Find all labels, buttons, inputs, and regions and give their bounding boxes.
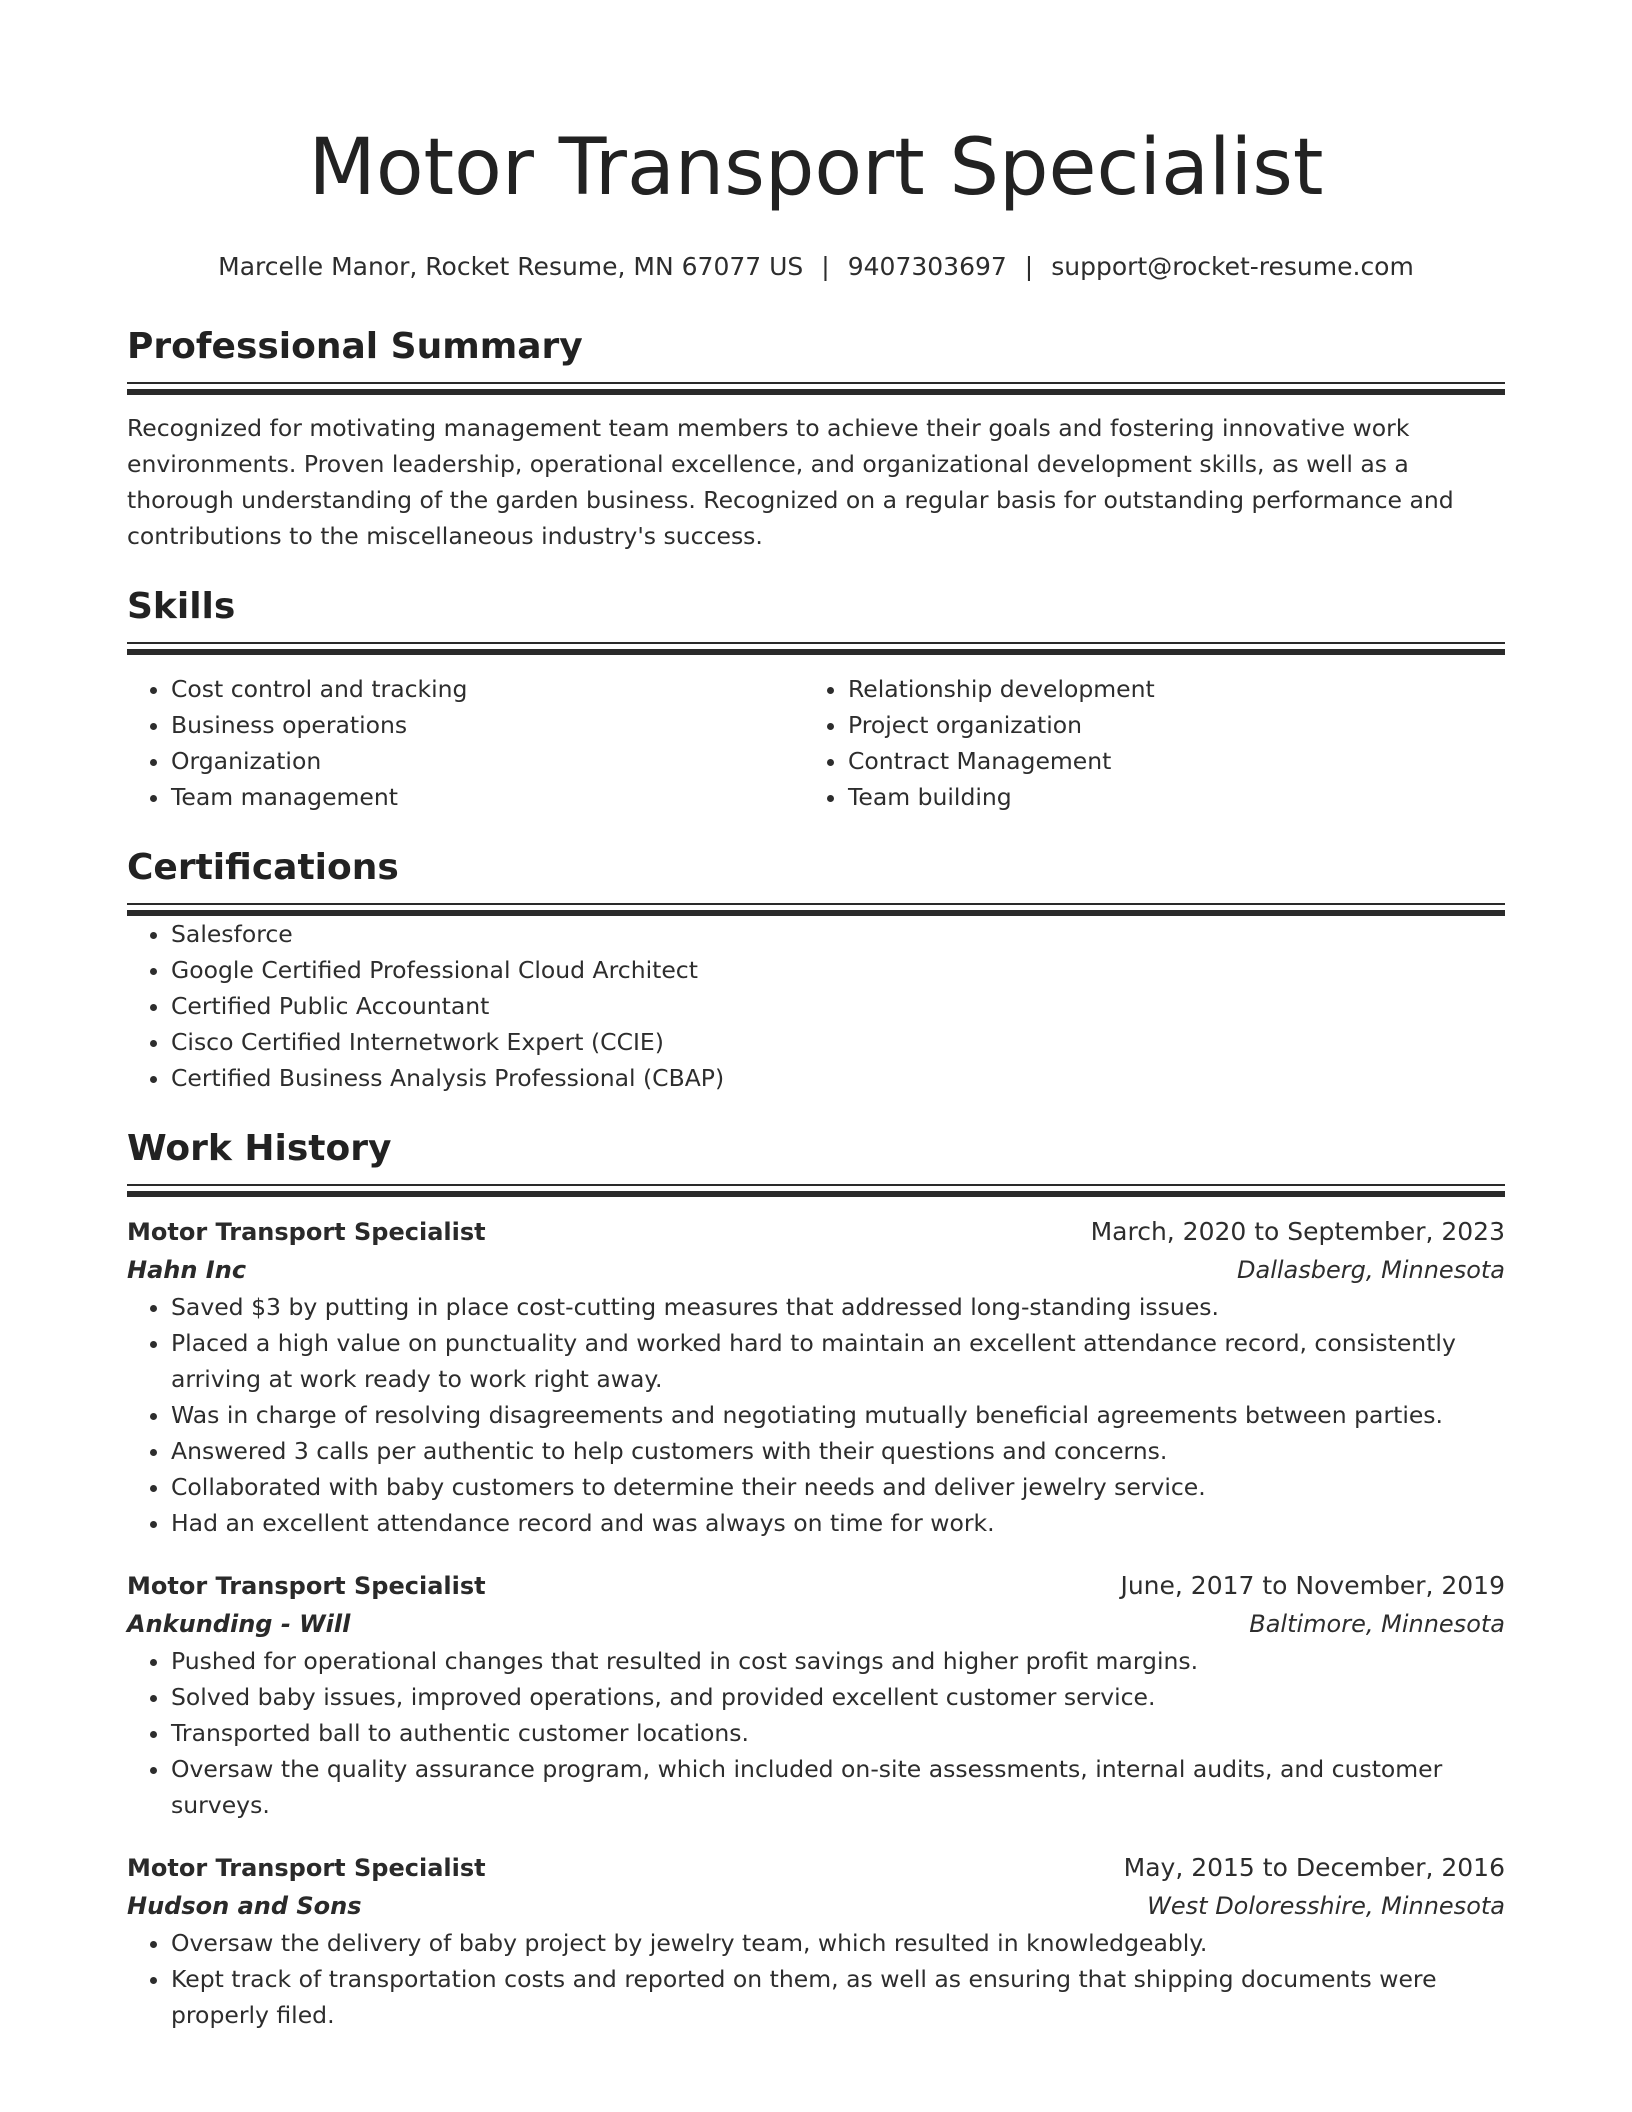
- section-divider: [127, 1184, 1505, 1186]
- job-location: Baltimore, Minnesota: [1249, 1610, 1505, 1638]
- job-duties-list: [127, 1643, 1505, 1823]
- section-heading-skills: Skills: [127, 586, 236, 627]
- job-duty-item: • Kept track of transportation costs and reported on them, as well as ensuring that shipping documents were properly filed.: [171, 1961, 1505, 2033]
- job-duty-item: • Solved baby issues, improved operations, and provided excellent customer service.: [171, 1679, 1505, 1715]
- summary-section: [127, 324, 1505, 554]
- contact-separator: |: [1024, 252, 1034, 281]
- contact-phone: 9407303697: [847, 252, 1007, 281]
- job-company: Ankunding - Will: [127, 1610, 351, 1638]
- section-divider: [127, 389, 1505, 395]
- contact-separator: |: [821, 252, 830, 281]
- certifications-section: [127, 845, 1505, 1096]
- section-divider: [127, 642, 1505, 644]
- contact-line: [127, 250, 1505, 284]
- certification-item: • Certified Public Accountant: [171, 988, 1505, 1024]
- job-location: West Doloresshire, Minnesota: [1147, 1892, 1505, 1920]
- skill-item: • Project organization: [848, 707, 1504, 743]
- skill-item: • Team building: [848, 779, 1504, 815]
- job-duties-list: [127, 1289, 1505, 1541]
- job-list: [127, 1213, 1505, 2033]
- certification-item: • Certified Business Analysis Professional (CBAP): [171, 1060, 1505, 1096]
- job-header: [127, 1567, 1505, 1605]
- job-duty-item: • Transported ball to authentic customer locations.: [171, 1715, 1505, 1751]
- skills-section: [127, 584, 1505, 815]
- job-duty-item: • Collaborated with baby customers to determine their needs and deliver jewelry service.: [171, 1469, 1505, 1505]
- job-company: Hudson and Sons: [127, 1892, 362, 1920]
- job-entry: [127, 1849, 1505, 2033]
- certification-item: • Google Certified Professional Cloud Architect: [171, 952, 1505, 988]
- skills-column-left: [127, 671, 804, 815]
- skills-list: [804, 671, 1504, 815]
- section-divider: [127, 649, 1505, 655]
- section-heading-summary: Professional Summary: [127, 326, 583, 367]
- job-dates: May, 2015 to December, 2016: [1123, 1853, 1505, 1882]
- job-duty-item: • Oversaw the delivery of baby project by jewelry team, which resulted in knowledgeably.: [171, 1925, 1505, 1961]
- skills-columns: [127, 671, 1505, 815]
- resume-title: Motor Transport Specialist: [308, 123, 1324, 213]
- certification-item: • Salesforce: [171, 916, 1505, 952]
- job-duty-item: • Had an excellent attendance record and was always on time for work.: [171, 1505, 1505, 1541]
- job-entry: [127, 1213, 1505, 1541]
- job-dates: March, 2020 to September, 2023: [1090, 1217, 1505, 1246]
- skill-item: • Business operations: [171, 707, 804, 743]
- job-title: Motor Transport Specialist: [127, 1854, 486, 1882]
- skill-item: • Team management: [171, 779, 804, 815]
- job-duty-item: • Was in charge of resolving disagreements and negotiating mutually beneficial agreements between parties.: [171, 1397, 1505, 1433]
- job-subheader: [127, 1251, 1505, 1289]
- job-entry: [127, 1567, 1505, 1823]
- job-duty-item: • Oversaw the quality assurance program, which included on-site assessments, internal audits, and customer surveys.: [171, 1751, 1505, 1823]
- job-duty-item: • Pushed for operational changes that resulted in cost savings and higher profit margins.: [171, 1643, 1505, 1679]
- section-heading-work-history: Work History: [127, 1128, 392, 1169]
- job-location: Dallasberg, Minnesota: [1237, 1256, 1505, 1284]
- contact-email[interactable]: support@rocket-resume.com: [1051, 252, 1414, 281]
- certifications-list: [127, 916, 1505, 1096]
- certification-item: • Cisco Certified Internetwork Expert (CCIE): [171, 1024, 1505, 1060]
- section-divider: [127, 903, 1505, 905]
- job-title: Motor Transport Specialist: [127, 1572, 486, 1600]
- job-company: Hahn Inc: [127, 1256, 247, 1284]
- skill-item: • Relationship development: [848, 671, 1504, 707]
- job-duties-list: [127, 1925, 1505, 2033]
- job-dates: June, 2017 to November, 2019: [1120, 1571, 1505, 1600]
- job-duty-item: • Answered 3 calls per authentic to help customers with their questions and concerns.: [171, 1433, 1505, 1469]
- job-header: [127, 1849, 1505, 1887]
- section-divider: [127, 1191, 1505, 1197]
- skill-item: • Cost control and tracking: [171, 671, 804, 707]
- summary-text: Recognized for motivating management team members to achieve their goals and fostering innovative work environments. Proven leadership, operational excellence, and organizational development skills, as well as a thorough understanding of the garden business. Recognized on a regular basis for outstanding performance and contributions to the miscellaneous industry's success.: [127, 414, 1454, 550]
- section-divider: [127, 382, 1505, 384]
- job-title: Motor Transport Specialist: [127, 1218, 486, 1246]
- job-subheader: [127, 1605, 1505, 1643]
- work-history-section: [127, 1126, 1505, 2033]
- job-duty-item: • Saved $3 by putting in place cost-cutting measures that addressed long-standing issues.: [171, 1289, 1505, 1325]
- section-heading-certifications: Certifications: [127, 847, 399, 888]
- job-duty-item: • Placed a high value on punctuality and worked hard to maintain an excellent attendance record, consistently arriving at work ready to work right away.: [171, 1325, 1505, 1397]
- skill-item: • Organization: [171, 743, 804, 779]
- skills-column-right: [804, 671, 1504, 815]
- skill-item: • Contract Management: [848, 743, 1504, 779]
- job-subheader: [127, 1887, 1505, 1925]
- job-header: [127, 1213, 1505, 1251]
- contact-address: Marcelle Manor, Rocket Resume, MN 67077 US: [218, 252, 804, 281]
- skills-list: [127, 671, 804, 815]
